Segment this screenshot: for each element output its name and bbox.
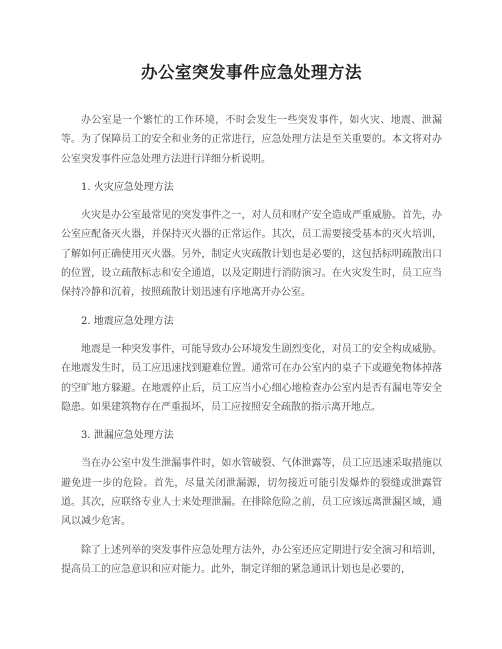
- section-heading-earthquake: 2. 地震应急处理方法: [81, 315, 174, 327]
- closing-paragraph: 除了上述列举的突发事件应急处理方法外，办公室还应定期进行安全演习和培训，提高员工的应急意识和应对能力。此外，制定详细的紧急通讯计划也是必要的，: [61, 544, 442, 575]
- section-body-leak: 当在办公室中发生泄漏事件时，如水管破裂、气体泄露等，员工应迅速采取措施以避免进一步的危险。首先，尽量关闭泄漏源，切勿接近可能引发爆炸的裂缝或泄露管道。其次，应联络专业人士来处理泄漏。在排除危险之前，员工应该远离泄漏区域，通风以减少危害。: [61, 458, 442, 528]
- section-body-earthquake: 地震是一种突发事件，可能导致办公环境发生剧烈变化，对员工的安全构成威胁。在地震发生时，员工应迅速找到避难位置。通常可在办公室内的桌子下或避免物体掉落的空旷地方躲避。在地震停止后，员工应当小心细心地检查办公室内是否有漏电等安全隐患。如果建筑物存在严重损坏，员工应按照安全疏散的指示离开地点。: [61, 343, 442, 413]
- section-heading-leak: 3. 泄漏应急处理方法: [81, 430, 174, 442]
- document-title: 办公室突发事件应急处理方法: [141, 63, 362, 82]
- section-body-fire: 火灾是办公室最常见的突发事件之一，对人员和财产安全造成严重威胁。首先，办公室应配备灭火器，并保持灭火器的正常运作。其次，员工需要接受基本的灭火培训，了解如何正确使用灭火器。另外，制定火灾疏散计划也是必要的，这包括标明疏散出口的位置，设立疏散标志和安全通道，以及定期进行消防演习。在火灾发生时，员工应当保持冷静和沉着，按照疏散计划迅速有序地离开办公室。: [61, 210, 442, 299]
- intro-paragraph: 办公室是一个繁忙的工作环境，不时会发生一些突发事件，如火灾、地震、泄漏等。为了保障员工的安全和业务的正常进行，应急处理方法是至关重要的。本文将对办公室突发事件应急处理方法进行详细分析说明。: [61, 115, 442, 165]
- section-heading-fire: 1. 火灾应急处理方法: [81, 181, 174, 193]
